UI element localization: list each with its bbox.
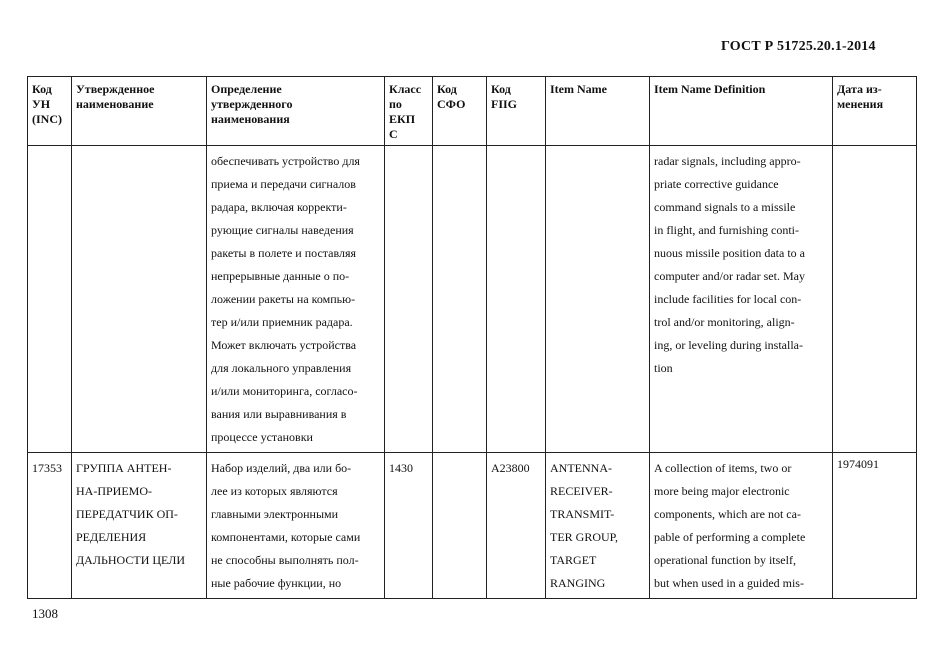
- cell-sfo: [433, 453, 487, 599]
- header-fiig: Код FIIG: [487, 77, 546, 146]
- cell-approved-name: [72, 146, 207, 453]
- cell-item-name-definition: A collection of items, two or more being major electronic components, which are not ca- pable of performing a complete operational function by itself, but when used in a guided mis-: [650, 453, 833, 599]
- document-standard-number: ГОСТ Р 51725.20.1-2014: [721, 39, 876, 54]
- cell-approved-name: ГРУППА АНТЕН- НА-ПРИЕМО- ПЕРЕДАТЧИК ОП- РЕДЕЛЕНИЯ ДАЛЬНОСТИ ЦЕЛИ: [72, 453, 207, 599]
- cell-item-name-definition: radar signals, including appro- priate corrective guidance command signals to a missile in flight, and furnishing conti- nuous missile position data to a computer and/or radar set. May include facilities for local con- trol and/or monitoring, align- ing, or leveling during installa- tion: [650, 146, 833, 453]
- cell-class: [385, 146, 433, 453]
- cell-fiig: [487, 146, 546, 453]
- cell-inc: [28, 146, 72, 453]
- header-definition-ru: Определение утвержденного наименования: [207, 77, 385, 146]
- header-approved-name: Утвержденное наименование: [72, 77, 207, 146]
- cell-item-name: ANTENNA- RECEIVER- TRANSMIT- TER GROUP, TARGET RANGING: [546, 453, 650, 599]
- cell-fiig: A23800: [487, 453, 546, 599]
- cell-sfo: [433, 146, 487, 453]
- classification-table: [27, 76, 917, 599]
- header-change-date: Дата из- менения: [833, 77, 917, 146]
- header-item-name-definition: Item Name Definition: [650, 77, 833, 146]
- cell-definition-ru: обеспечивать устройство для приема и передачи сигналов радара, включая корректи- рующие сигналы наведения ракеты в полете и поставляя непрерывные данные о по- ложении ракеты на компью- тер и/или приемник радара. Может включать устройства для локального управления и/или мониторинга, согласо- вания или выравнивания в процессе установки: [207, 146, 385, 453]
- table-header-row: [28, 77, 917, 146]
- header-sfo: Код СФО: [433, 77, 487, 146]
- page-number: 1308: [32, 606, 58, 621]
- header-inc: Код УН (INC): [28, 77, 72, 146]
- cell-item-name: [546, 146, 650, 453]
- cell-change-date: 1974091: [833, 453, 917, 599]
- header-item-name: Item Name: [546, 77, 650, 146]
- cell-definition-ru: Набор изделий, два или бо- лее из которых являются главными электронными компонентами, которые сами не способны выполнять пол- ные рабочие функции, но: [207, 453, 385, 599]
- header-class: Класс по ЕКП С: [385, 77, 433, 146]
- cell-inc: 17353: [28, 453, 72, 599]
- cell-change-date: [833, 146, 917, 453]
- table-row: [28, 453, 917, 599]
- cell-class: 1430: [385, 453, 433, 599]
- table-row: [28, 146, 917, 453]
